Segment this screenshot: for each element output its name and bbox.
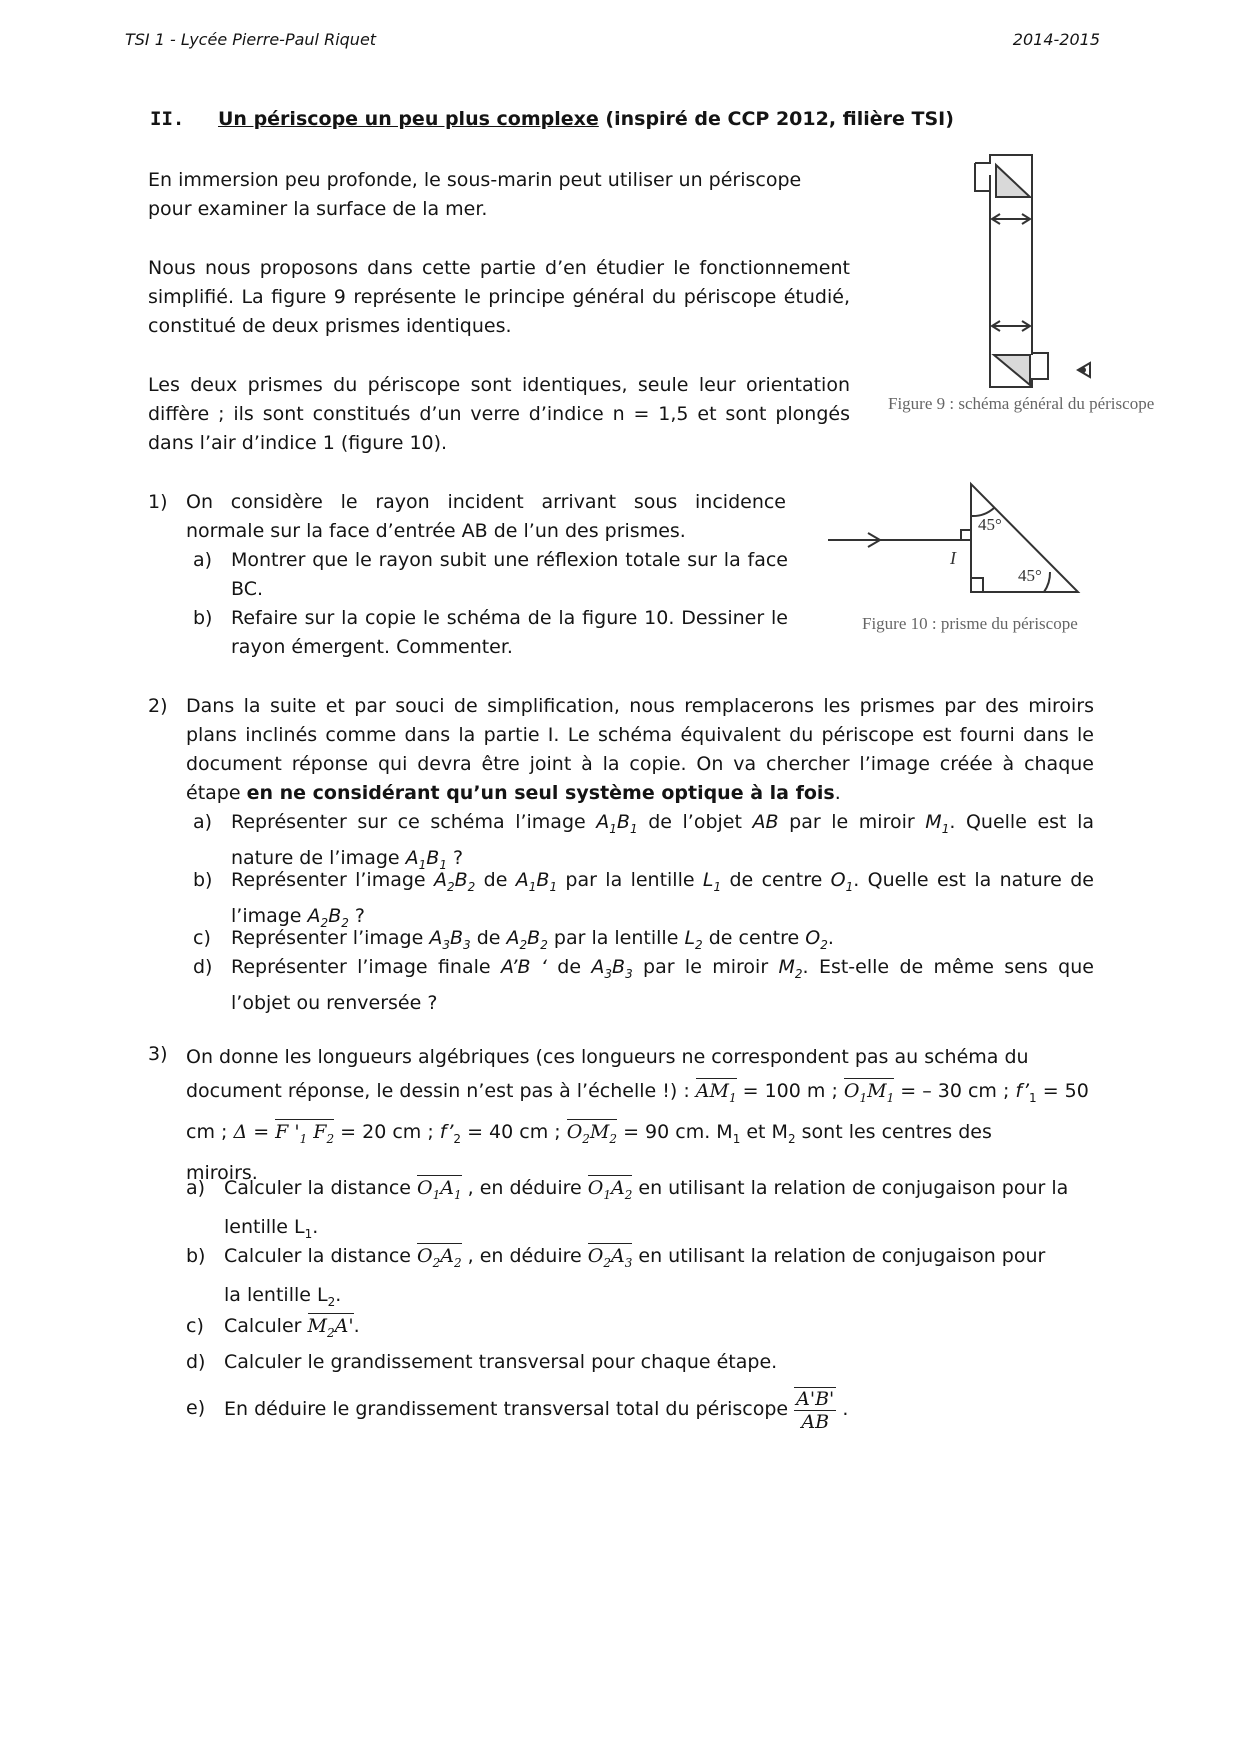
- q3b-part1: Calculer la distance: [224, 1245, 418, 1267]
- question-3e-text: [224, 1380, 848, 1438]
- question-2-number: 2): [148, 695, 168, 717]
- q3e-part2: .: [836, 1398, 849, 1420]
- top-prism: [996, 165, 1030, 197]
- q3b-part3: en utilisant la relation de conjugaison pour: [632, 1245, 1046, 1267]
- q3-l3-c: = 40 cm ;: [461, 1120, 567, 1143]
- magnification-fraction: [794, 1387, 836, 1433]
- q3-l3-e: et: [740, 1120, 772, 1143]
- q3-l2-c: = – 30 cm ;: [894, 1080, 1016, 1102]
- section-source: (inspiré de CCP 2012, filière TSI): [605, 108, 954, 130]
- q3-l3-f: sont les centres des: [795, 1120, 992, 1143]
- bottom-prism: [994, 355, 1030, 385]
- q2a-part2: de l’objet: [637, 811, 753, 833]
- question-3b-text: Calculer la distance $O_2A_2$ , en déduire $O_2A_3$ en utilisant la relation de conjugaison pour la lentille $L_2$.: [224, 1245, 1046, 1309]
- intro-paragraph-3: Les deux prismes du périscope sont identiques, seule leur orientation diffère ; ils sont constitués d’un verre d’indice n = 1,5 et sont plongés dans l’air d’indice 1 (figure 10).: [148, 374, 850, 454]
- q3c-part1: Calculer: [224, 1315, 308, 1337]
- q2b-part5: . Quelle est la nature de l’image: [231, 869, 1094, 927]
- q2d-part2: de: [546, 956, 592, 978]
- q3-line3: cm ; Δ = F '$_1$ $F_2 = 20$ cm ; $f’_2 = 40$ cm ; $O_2M_2 = 90$ cm. $M_1$ et $M_2$ sont les centres des: [186, 1120, 992, 1146]
- q2b-part4: de centre: [721, 869, 831, 891]
- question-3e: [186, 1380, 1094, 1444]
- question-2-text-start: Dans la suite et par souci de simplification, nous remplacerons les prismes par des miroirs plans inclinés comme dans la partie I. Le schéma équivalent du périscope est fourni dans le document réponse qui devra être joint à la copie. On va chercher l’image créée à chaque étape: [186, 695, 1094, 804]
- q3b-part4: la lentille L: [224, 1283, 328, 1306]
- question-1b-label: b): [193, 607, 213, 629]
- question-2-text: [186, 692, 1094, 808]
- section-title: [150, 108, 954, 130]
- q3-line1: On donne les longueurs algébriques (ces longueurs ne correspondent pas au schéma du: [186, 1046, 1029, 1068]
- q2a-object: AB: [752, 811, 779, 833]
- q2c-part4: de centre: [702, 927, 806, 949]
- q2a-part4: . Quelle est la nature de l’image: [231, 811, 1094, 869]
- figure-9-caption: Figure 9 : schéma général du périscope: [888, 394, 1155, 413]
- section-number: II.: [150, 108, 185, 130]
- angle-top-label: 45°: [978, 515, 1002, 534]
- question-1-number: 1): [148, 491, 168, 513]
- intro-paragraph-2: Nous nous proposons dans cette partie d’en étudier le fonctionnement simplifié. La figure 9 représente le principe général du périscope étudié, constitué de deux prismes identiques.: [148, 257, 850, 337]
- section-title-text: Un périscope un peu plus complexe: [218, 108, 599, 130]
- q3-line2: document réponse, le dessin n’est pas à l’échelle !) : $AM_1 = 100$ m ; $O_1M_1$ = – 30 cm ; $f’_1 = 50$: [186, 1080, 1089, 1105]
- question-3a-label: a): [186, 1177, 206, 1199]
- q3-l3-b: = 20 cm ;: [334, 1120, 440, 1143]
- question-2b-label: b): [193, 869, 213, 891]
- figure-9-periscope: [960, 155, 1220, 395]
- question-2a-label: a): [193, 811, 213, 833]
- q2a-part3: par le miroir: [778, 811, 926, 833]
- question-3a-text: Calculer la distance $O_1A_1$ , en déduire $O_1A_2$ en utilisant la relation de conjugaison pour la lentille $L_1$.: [224, 1177, 1069, 1241]
- question-3e-label: e): [186, 1397, 206, 1419]
- question-2c-text: Représenter l’image $A_3B_3$ de $A_2B_2$ par la lentille $L_2$ de centre $O_2$.: [231, 927, 834, 952]
- q2a-part1: Représenter sur ce schéma l’image: [231, 811, 597, 833]
- q3-l3-d: = 90 cm.: [617, 1120, 717, 1143]
- question-3-number: 3): [148, 1043, 168, 1065]
- question-2-text-end: .: [834, 782, 841, 804]
- q2b-part6: ?: [348, 904, 365, 927]
- q3-line4: miroirs.: [186, 1161, 258, 1184]
- q3-f1: f’: [1015, 1080, 1030, 1102]
- question-3d-label: d): [186, 1351, 206, 1373]
- question-2-text-bold: en ne considérant qu’un seul système optique à la fois: [246, 782, 835, 804]
- question-3c-label: c): [186, 1315, 204, 1337]
- question-1-text: On considère le rayon incident arrivant sous incidence normale sur la face d’entrée AB de l’un des prismes.: [186, 491, 786, 542]
- eye-icon: [1078, 363, 1090, 377]
- q2c-part2: de: [470, 927, 507, 949]
- q3a-part3: en utilisant la relation de conjugaison pour la: [632, 1177, 1069, 1199]
- question-3d-text: Calculer le grandissement transversal pour chaque étape.: [224, 1351, 778, 1373]
- question-3-text: [186, 1040, 1094, 1190]
- q2d-final-image: A’B ‘: [500, 956, 547, 978]
- q3a-part2: , en déduire: [461, 1177, 588, 1199]
- question-1b-text: Refaire sur la copie le schéma de la figure 10. Dessiner le rayon émergent. Commenter.: [231, 607, 788, 658]
- header-school: TSI 1 - Lycée Pierre-Paul Riquet: [125, 30, 377, 49]
- q2a-part5: ?: [446, 846, 464, 869]
- q2c-part3: par la lentille: [547, 927, 685, 949]
- q2b-part2: de: [475, 869, 516, 891]
- q2d-part4: . Est-elle de même sens que l’objet ou renversée ?: [231, 956, 1094, 1014]
- question-1a-text: Montrer que le rayon subit une réflexion totale sur la face BC.: [231, 549, 788, 600]
- q3e-part1: En déduire le grandissement transversal total du périscope: [224, 1398, 795, 1420]
- q2d-part3: par le miroir: [632, 956, 779, 978]
- q3a-part4: lentille L: [224, 1215, 305, 1238]
- question-2d-label: d): [193, 956, 213, 978]
- question-2c-label: c): [193, 927, 211, 949]
- q2c-part1: Représenter l’image: [231, 927, 430, 949]
- q3a-part1: Calculer la distance: [224, 1177, 418, 1199]
- intro-p1-line2: pour examiner la surface de la mer.: [148, 198, 488, 220]
- q3b-part2: , en déduire: [461, 1245, 588, 1267]
- figure-10-caption: Figure 10 : prisme du périscope: [862, 614, 1078, 633]
- q2c-part5: .: [827, 927, 834, 949]
- figure-10-prism: [828, 480, 1128, 620]
- angle-bottom-label: 45°: [1018, 566, 1042, 585]
- q2d-part1: Représenter l’image finale: [231, 956, 501, 978]
- question-2a-text: Représenter sur ce schéma l’image $A_1B_1$ de l’objet AB par le miroir $M_1$. Quelle est la nature de l’image $A_1B_1$ ?: [231, 811, 1094, 872]
- q3-l2-b: = 100 m ;: [736, 1080, 844, 1102]
- intro-p1-line1: En immersion peu profonde, le sous-marin peut utiliser un périscope: [148, 169, 802, 191]
- q3-l2-a: document réponse, le dessin n’est pas à l’échelle !) :: [186, 1080, 696, 1102]
- question-1a-label: a): [193, 549, 213, 571]
- q3-f2: f’: [439, 1120, 454, 1143]
- intro-paragraph-1: [148, 166, 848, 224]
- question-3c-text: Calculer $M_2A'$.: [224, 1315, 360, 1340]
- fraction-denominator: AB: [794, 1410, 836, 1433]
- q2b-part3: par la lentille: [557, 869, 703, 891]
- q3c-part2: .: [353, 1315, 360, 1337]
- point-i-label: I: [950, 548, 956, 568]
- q3-l3-a: cm ;: [186, 1120, 234, 1143]
- question-3b-label: b): [186, 1245, 206, 1267]
- question-2b-text: Représenter l’image $A_2B_2$ de $A_1B_1$ par la lentille $L_1$ de centre $O_1$. Quelle est la nature de l’image $A_2B_2$ ?: [231, 869, 1094, 930]
- q3-l2-d: = 50: [1036, 1080, 1089, 1102]
- q3-delta: Δ =: [233, 1120, 276, 1143]
- header-year: 2014-2015: [1012, 30, 1100, 49]
- fraction-numerator: A'B': [796, 1387, 835, 1410]
- question-2d-text: Représenter l’image finale A’B ‘ de $A_3B_3$ par le miroir $M_2$. Est-elle de même sens que l’objet ou renversée ?: [231, 956, 1094, 1014]
- q2b-part1: Représenter l’image: [231, 869, 434, 891]
